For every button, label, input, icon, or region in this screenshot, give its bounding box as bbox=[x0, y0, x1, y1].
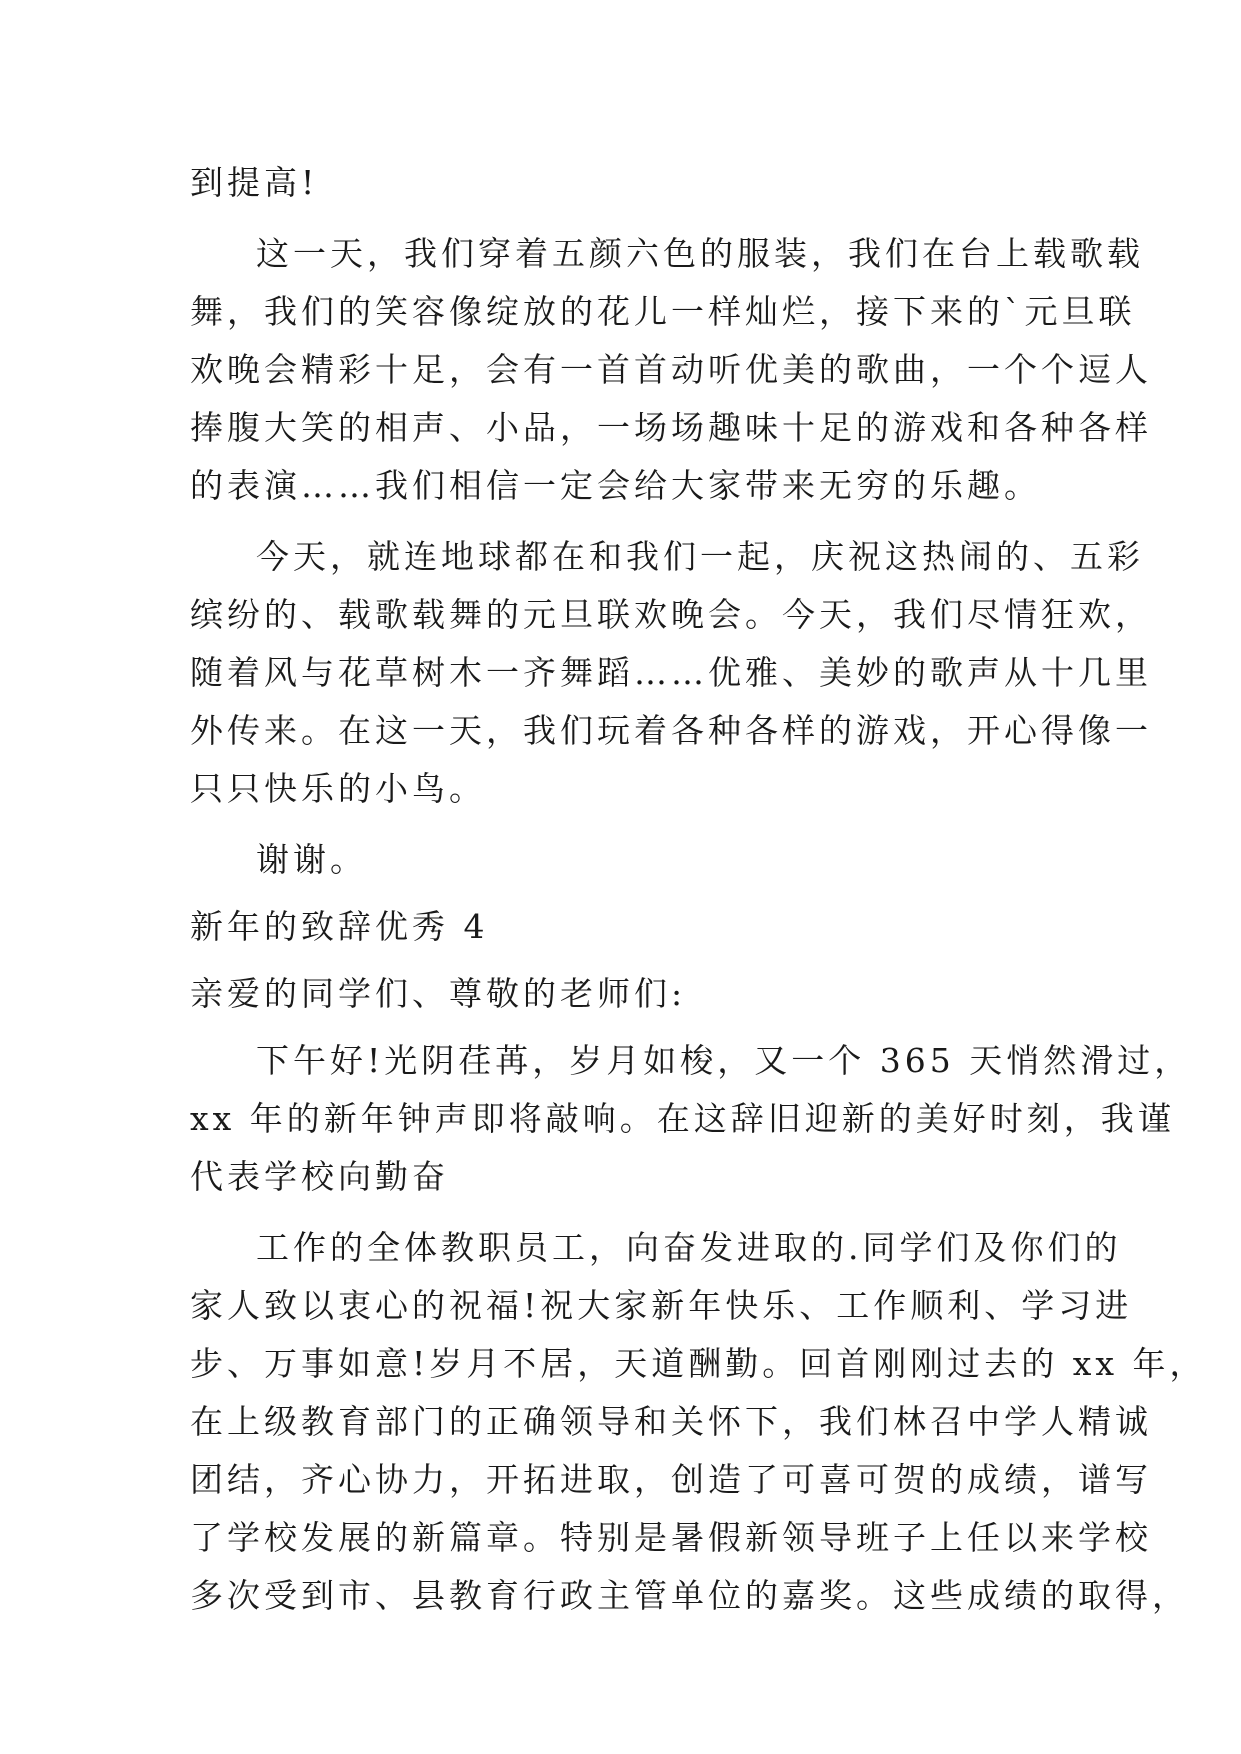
text-line: 的表演……我们相信一定会给大家带来无穷的乐趣。 bbox=[190, 466, 1041, 505]
salutation-line: 亲爱的同学们、尊敬的老师们: bbox=[190, 974, 687, 1013]
text-line: 团结，齐心协力，开拓进取，创造了可喜可贺的成绩，谱写 bbox=[190, 1460, 1152, 1499]
text-line: 多次受到市、县教育行政主管单位的嘉奖。这些成绩的取得， bbox=[190, 1576, 1189, 1615]
closing-line: 谢谢。 bbox=[256, 840, 367, 879]
text-line: 家人致以衷心的祝福!祝大家新年快乐、工作顺利、学习进 bbox=[190, 1286, 1133, 1325]
text-line: 舞，我们的笑容像绽放的花儿一样灿烂，接下来的`元旦联 bbox=[190, 292, 1136, 331]
text-line: 只只快乐的小鸟。 bbox=[190, 769, 486, 808]
text-line: 了学校发展的新篇章。特别是暑假新领导班子上任以来学校 bbox=[190, 1518, 1152, 1557]
paragraph-start-line: 今天，就连地球都在和我们一起，庆祝这热闹的、五彩 bbox=[256, 537, 1144, 576]
text-line: xx 年的新年钟声即将敲响。在这辞旧迎新的美好时刻，我谨 bbox=[190, 1099, 1175, 1138]
paragraph-start-line: 工作的全体教职员工，向奋发进取的.同学们及你们的 bbox=[256, 1228, 1122, 1267]
text-line: 步、万事如意!岁月不居，天道酬勤。回首刚刚过去的 xx 年， bbox=[190, 1344, 1207, 1383]
text-line: 代表学校向勤奋 bbox=[190, 1157, 449, 1196]
paragraph-start-line: 下午好!光阴荏苒，岁月如梭，又一个 365 天悄然滑过， bbox=[256, 1041, 1192, 1080]
text-line: 随着风与花草树木一齐舞蹈……优雅、美妙的歌声从十几里 bbox=[190, 653, 1152, 692]
text-line: 到提高! bbox=[190, 163, 319, 202]
text-line: 在上级教育部门的正确领导和关怀下，我们林召中学人精诚 bbox=[190, 1402, 1152, 1441]
text-line: 缤纷的、载歌载舞的元旦联欢晚会。今天，我们尽情狂欢， bbox=[190, 595, 1152, 634]
document-body bbox=[190, 154, 1207, 1625]
paragraph-start-line: 这一天，我们穿着五颜六色的服装，我们在台上载歌载 bbox=[256, 234, 1144, 273]
text-line: 外传来。在这一天，我们玩着各种各样的游戏，开心得像一 bbox=[190, 711, 1152, 750]
text-line: 欢晚会精彩十足，会有一首首动听优美的歌曲，一个个逗人 bbox=[190, 350, 1152, 389]
section-heading: 新年的致辞优秀 4 bbox=[190, 907, 489, 946]
text-line: 捧腹大笑的相声、小品，一场场趣味十足的游戏和各种各样 bbox=[190, 408, 1152, 447]
